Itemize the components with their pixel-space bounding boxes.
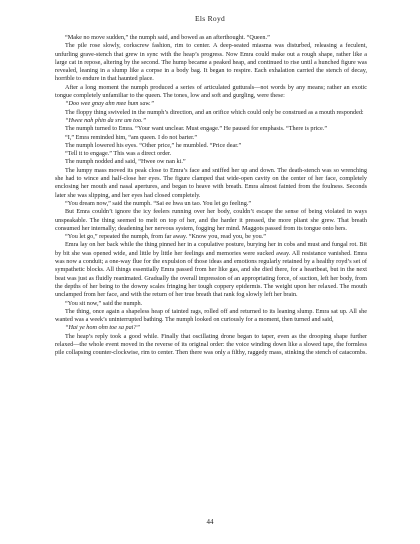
paragraph: After a long moment the numph produced a series of articulated gutturals—not words by any means; rather an exotic tongue completely unfamiliar to the queen. The tones, low and soft and gurgling, were these: — [55, 83, 367, 100]
paragraph: “Tell it to engage.” This was a direct order. — [65, 150, 172, 158]
paragraph: Emra lay on her back while the thing pinned her in a copulative posture, burying her in cobs and must and fungal rot. Bit by bit she was opened wide, and little by little her feelings and memories were sucked away. All resistance vanished. Emra was now a conduit; a one-way flue for the expulsion of those ideas and emotions regularly retained by a healthy royd’s set of sympathetic blocks. All things essentially Emra passed from her like gas, and she died there, for a heartbeat, but in the next beat was just as fluidly reanimated. Gradually the overall impression of an appropriating force, of suction, left her body, from the depths of her being to the downy scales fringing her tough coppery epidermis. The weight upon her relaxed. The mouth unclamped from her face, and with the return of her true breath that rank fog slowly left her brain. — [55, 241, 367, 299]
paragraph: The thing, once again a shapeless heap of tainted rags, rolled off and returned to its leaning slump. Emra sat up. All she wanted was a week’s uninterrupted bathing. The numph looked on curiously for a moment, then turned and said, — [55, 307, 367, 324]
paragraph: “Hwee nah phin da sre um too.” — [65, 116, 147, 124]
paragraph: The floppy thing swiveled in the numph’s direction, and an orifice which could only be construed as a mouth responded: — [65, 108, 364, 116]
paragraph: “You sit now,” said the numph. — [65, 299, 143, 307]
paragraph: But Emra couldn’t ignore the icy feelers running over her body, couldn’t escape the sense of being violated in ways unspeakable. The thing seemed to melt on top of her, and the harder it pressed, the more pliant she grew. That breath consumed her internally; deadening her nervous system, fogging her mind. Maggots passed from its tongue onto hers. — [55, 208, 367, 232]
paragraph: “I,” Emra reminded him, “am queen. I do not barter.” — [65, 133, 198, 141]
paragraph: The pile rose slowly, corkscrew fashion, rim to center. A deep-seated miasma was disturbed, releasing a feculent, unfurling grave-stench that grew in sync with the heap’s progress. Now Emra could make out a rough shape, rather like a large cat in repose, altering by the second. The hump became a peaked heap, and continued to rise until a hunched figure was revealed, leaning in a slump like a corpse in a body bag. It began to respire. Each exhalation carried the stench of decay, horrible to endure in that haunted place. — [55, 42, 367, 83]
paragraph: “Make no move sudden,” the numph said, and bowed as an afterthought. “Queen.” — [65, 34, 270, 41]
body-text — [55, 34, 367, 358]
paragraph: “You let go,” repeated the numph, from far away. “Know you, read you, be you.” — [65, 233, 267, 241]
paragraph: The heap’s reply took a good while. Finally that oscillating drone began to taper, even as the drooping shape further relaxed—the whole event moved in the reverse of its original order: the voice winding down like a slowed tape, the formless pile collapsing counter-clockwise, rim to center. Then there was only a filthy, raggedy mass, stinking the stench of catacombs. — [55, 332, 367, 357]
page-number: 44 — [206, 518, 214, 526]
running-header: Els Royd — [194, 14, 226, 23]
paragraph: The numph lowered his eyes. “Other price,” he mumbled. “Price dear.” — [65, 141, 242, 149]
paragraph: The numph turned to Emra. “Your want unclear. Must engage.” He paused for emphasis. “There is price.” — [65, 125, 328, 133]
paragraph: “Doo wee gnay ahn mee hum saw.” — [65, 100, 155, 108]
paragraph: “You dream now,” said the numph. “Sai ee hwa un tao. You let go feeling.” — [65, 199, 252, 207]
paragraph: The lumpy mass moved its peak close to Emra’s face and sniffed her up and down. The death-stench was so wrenching she had to wince and half-close her eyes. The figure clamped that wide-open cavity on the center of her face, completely enclosing her mouth and nasal apertures, and began to heave with breath. Emra almost fainted from the foulness. Seconds later she was slipping, and her eyes had closed completely. — [55, 166, 367, 199]
paragraph: The numph nodded and said, “Hwee ow nan ki.” — [65, 158, 186, 166]
paragraph: “Hai ye hom ohn toe sa pai?” — [65, 324, 140, 332]
